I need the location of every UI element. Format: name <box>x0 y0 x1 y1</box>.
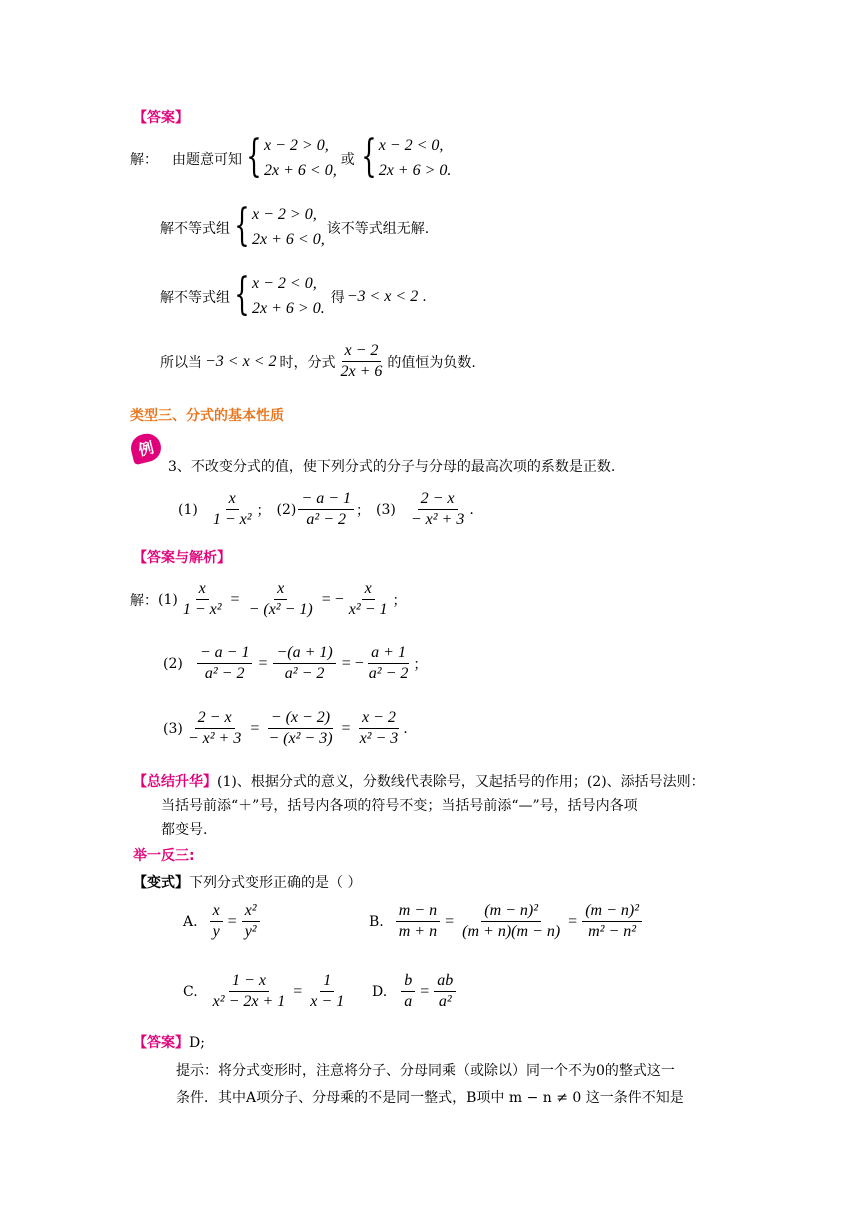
inequality-system-1: { x − 2 > 0, 2x + 6 < 0, <box>246 130 337 182</box>
option-d: D. $\frac{b}{a}$ = $\frac{ab}{\text{a²}}$ <box>372 972 458 1012</box>
section-heading: 类型三、分式的基本性质 <box>130 408 284 424</box>
range-expression: −3 < x < 2 <box>346 287 419 305</box>
answer-tag: 【答案】 <box>133 110 189 126</box>
inequality-system-4: { x − 2 < 0, 2x + 6 > 0. <box>234 268 325 320</box>
solve-line-1: 解不等式组 { x − 2 > 0, 2x + 6 < 0, 该不等式组无解. <box>160 199 430 251</box>
option-b: B. $\frac{m - n}{m + n}$ = $\frac{\text{(m − n)²}}{(m + n)(m - n)}$ = $\frac{\text{(m − n)²}}{\text{m² − n²}}$ <box>369 902 644 942</box>
variant-question: 【变式】下列分式变形正确的是（ ） <box>133 875 362 891</box>
or-text: 或 <box>340 151 355 168</box>
conclusion-line: 所以当 −3 < x < 2 时，分式 $\frac{x - 2}{2x + 6}$ 的值恒为负数. <box>160 342 476 381</box>
option-a: A. $\frac{x}{y}$ = $\frac{\text{x²}}{\text{y²}}$ <box>183 902 262 942</box>
no-solution-text: 该不等式组无解. <box>326 220 430 237</box>
solution-intro <box>130 130 453 184</box>
inequality-system-2: { x − 2 < 0, 2x + 6 > 0. <box>361 130 452 182</box>
final-answer: 【答案】D; <box>133 1035 205 1051</box>
fraction: $\frac{x - 2}{2x + 6}$ <box>340 342 383 381</box>
solution-2: (2) $\frac{- a - 1}{\text{a² − 2}}$ = $\frac{-(a + 1)}{\text{a² − 2}}$ = − $\frac{a + 1}{\text{a² − 2}}$ ； <box>163 644 428 683</box>
solution-label: 解： <box>130 151 158 168</box>
inequality-system-3: { x − 2 > 0, 2x + 6 < 0, <box>234 199 325 251</box>
solve-line-2: 解不等式组 { x − 2 < 0, 2x + 6 > 0. 得 −3 < x < 2 . <box>160 268 427 320</box>
answer-tag: 【答案】 <box>133 1035 189 1051</box>
intro-text: 由题意可知 <box>172 151 242 168</box>
solution-1: 解： (1) $\frac{x}{\text{1 − x²}}$ = $\frac{x}{\text{− (x² − 1)}}$ = − $\frac{x}{\text{x² − 1}}$ ； <box>130 580 407 619</box>
answer-analysis-tag: 【答案与解析】 <box>133 550 231 566</box>
variant-tag: 【变式】 <box>133 875 189 891</box>
practice-heading: 举一反三: <box>133 848 195 864</box>
example-badge: 例 <box>128 431 164 465</box>
hint-block: 提示：将分式变形时，注意将分子、分母同乘（或除以）同一个不为0的整式这一 条件．其中A项分子、分母乘的不是同一整式，B项中 m − n ≠ 0 这一条件不知是 <box>176 1063 684 1106</box>
example-items: (1) $\frac{x}{\text{1 − x²}}$ ； (2) $\frac{- a - 1}{\text{a² − 2}}$ ； (3) $\frac{2 - x}{\text{− x² + 3}}$ . <box>178 490 474 529</box>
option-c: C. $\frac{1 - x}{\text{x² − 2x + 1}}$ = $\frac{1}{x - 1}$ <box>183 972 345 1011</box>
summary-block: 【总结升华】(1)、根据分式的意义，分数线代表除号，又起括号的作用；(2)、添括号法则： 当括号前添“＋”号，括号内各项的符号不变；当括号前添“—”号，括号内各项 都变号. <box>133 774 705 838</box>
example-text: 3、不改变分式的值，使下列分式的分子与分母的最高次项的系数是正数. <box>168 459 616 475</box>
solution-3: (3) $\frac{2 - x}{\text{− x² + 3}}$ = $\frac{- (x - 2)}{\text{− (x² − 3)}}$ = $\frac{x - 2}{\text{x² − 3}}$ . <box>163 709 408 748</box>
summary-tag: 【总结升华】 <box>133 774 217 790</box>
